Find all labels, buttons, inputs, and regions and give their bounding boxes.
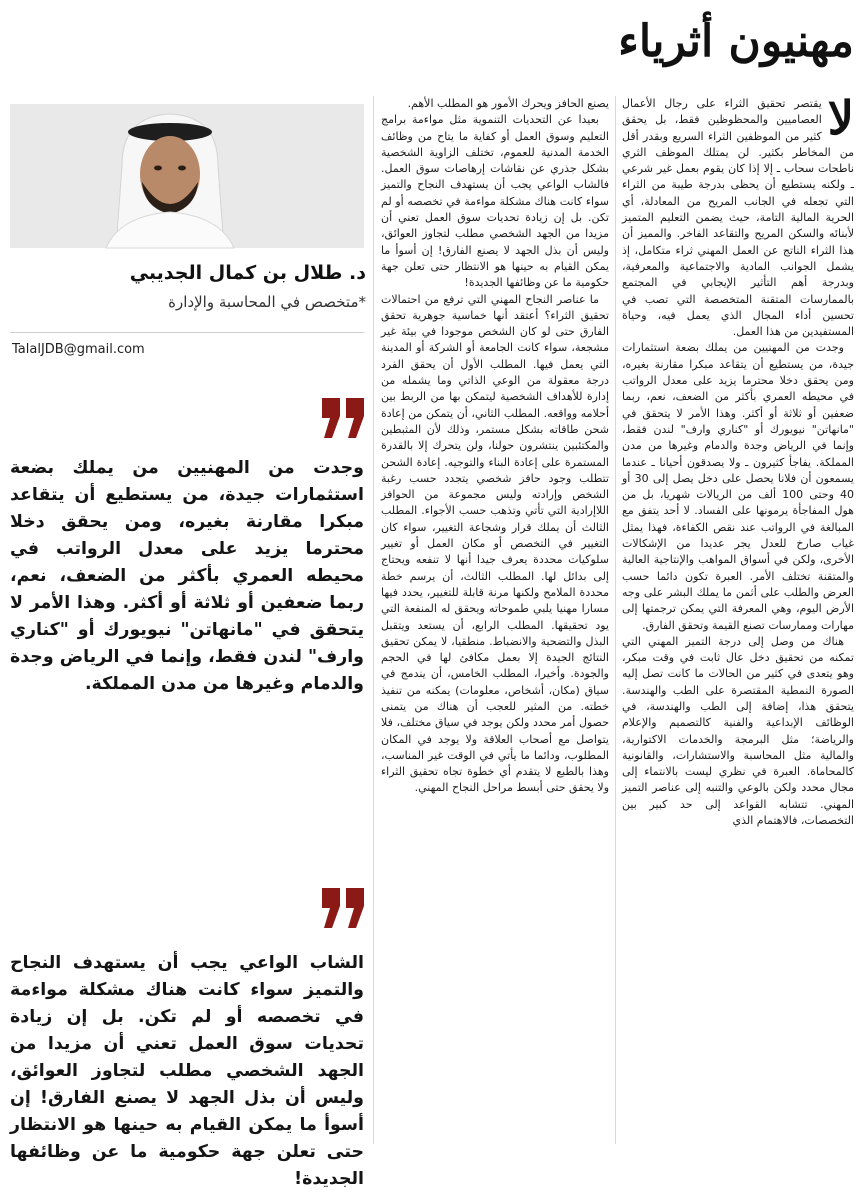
pull-quote: الشاب الواعي يجب أن يستهدف النجاح والتميز سواء كانت هناك مشكلة مواءمة في تخصصه أو لم تكن. بل إن زيادة تحديات سوق العمل تعني أن مزيدا من الجهد الشخصي مطلب لتجاوز العوائق، وليس أن بذل الجهد لا يصنع الفارق! إن أسوأ ما يمكن القيام به حينها هو الانتظار حتى تعلن جهة حكومية ما عن وظائفها الجديدة! (10, 953, 364, 1189)
article-column-right (622, 91, 854, 1144)
author-portrait (10, 104, 364, 248)
author-divider (10, 332, 364, 333)
author-name: د. طلال بن كمال الجديبي (129, 262, 366, 284)
closing-quote-icon (318, 886, 370, 930)
author-title: *متخصص في المحاسبة والإدارة (168, 293, 366, 311)
dropcap: لا (827, 91, 854, 145)
column-divider (615, 96, 616, 1144)
closing-quote-icon (318, 396, 370, 440)
article-paragraph: ما عناصر النجاح المهني التي ترفع من احتمالات تحقيق الثراء؟ أعتقد أنها خماسية جوهرية تحقق الفارق حتى لو كان الشخص موجودا في بيئة غير مشجعة، سواء كانت الجامعة أو الشركة أو المدينة التي يعمل فيها. المطلب الأول أن يحقق الفرد درجة معقولة من الوعي الذاتي وما يشمله من إدارة للأهداف الشخصية ليتمكن بها من الربط بين أحلامه وواقعه. المطلب الثاني، أن يتمكن من إعادة شحن طاقاته بشكل مستمر، وذلك لأن المثبطين والمكتئبين ينتشرون حولنا، ولن يتحرك إلا بالقدرة المستمرة على إعادة البناء والتوجيه. إعادة الشحن تتطلب وجود حافز شخصي يتجدد حسب رغبة الشخص وإرادته وليس مجموعة من الحوافز اللاإرادية التي تأتي وتذهب حسب الأجواء. المطلب الثالث أن يملك قرار وشجاعة التغيير، سواء كان التغيير في التخصص أو مكان العمل أو تغيير سلوكيات محددة يعرف جيدا أنها لا تنفعه ويحتاج إلى بدائل لها. المطلب الثالث، أن يرسم خطة محددة الملامح ولكنها مرنة قابلة للتغيير، يحدد فيها مسارا مهنيا يلبي طموحاته ويحقق له المنفعة التي يود تحقيقها. المطلب الرابع، أن يستعد ويتقبل البذل والتضحية والانضباط. منطقيا، لا يمكن تحقيق النتائج الجيدة إلا بعمل مكافئ لها في الحجم والجودة. وأخيرا، المطلب الخامس، أن يندمج في سياق (مكان، أشخاص، معلومات) يمكنه من تنفيذ خطته. من المثير للعجب أن هناك من يتمنى حصول أمر محدد ولكن يوجد في سياق مختلف، فلا يتواصل مع أصحاب العلاقة ولا يوجد في المكان المطلوب، ودائما ما يأتي في الوقت غير المناسب، وهذا بالطبع لا يتقدم أي خطوة تجاه تحقيق الثراء ولا يحقق حتى أبسط مراحل النجاح المهني. (381, 292, 609, 795)
article-headline: مهنيون أثرياء (618, 16, 854, 67)
article-paragraph: وجدت من المهنيين من يملك بضعة استثمارات جيدة، من يستطيع أن يتقاعد مبكرا مقارنة بغيره، ومن يحقق دخلا محترما يزيد على معدل الرواتب في محيطه العمري بأكثر من الضعف، نعم، ربما ضعفين أو ثلاثة أو أكثر. وهذا الأمر لا يتحقق في "مانهاتن" نيويورك أو "كناري وارف" لندن فقط، وإنما في الرياض وجدة والدمام وغيرها من مدن المملكة. يفاجأ كثيرون ـ ولا يصدقون أحيانا ـ عندما يسمعون أن فلانا يحصل على دخل يصل إلى 30 أو 40 وحتى 100 ألف من الريالات شهريا، بل من هول المفاجأة يرمونها على الفساد. لا أحد يتفق مع المبالغة في الرواتب عند نقص الكفاءة، فهذا يمثل غياب صارخ للعدل يجر عديدا من الإشكالات الأخرى، ولكن في أسواق المواهب والإنتاجية العالية والمتقنة تختلف الأمر. العبرة تكون دائما حسب العرض والطلب على أثمن ما يملك البشر على وجه الأرض اليوم، وهي المعرفة التي يمكن ترجمتها إلى مهارات وممارسات تصنع القيمة وتحقق الفارق. (622, 341, 854, 632)
author-email[interactable]: TalalJDB@gmail.com (12, 342, 145, 357)
article-column-middle (381, 96, 609, 1144)
author-photo (10, 104, 364, 248)
pull-quote: وجدت من المهنيين من يملك بضعة استثمارات جيدة، من يستطيع أن يتقاعد مبكرا مقارنة بغيره، ومن يحقق دخلا محترما يزيد على معدل الرواتب في محيطه العمري بأكثر من الضعف، نعم، ربما ضعفين أو ثلاثة أو أكثر. وهذا الأمر لا يتحقق في "مانهاتن" نيويورك أو "كناري وارف" لندن فقط، وإنما في الرياض وجدة والدمام وغيرها من مدن المملكة. (10, 458, 364, 694)
article-paragraph: هناك من وصل إلى درجة التميز المهني التي تمكنه من تحقيق دخل عال ثابت في وقت مبكر، وهو يتعدى في كثير من الحالات ما كانت تصل إليه الصورة النمطية المقتصرة على الطب والهندسة. يتحقق هذا، إضافة إلى الطب والهندسة، في الوظائف الإبداعية والفنية كالتصميم والإعلام والرياضة؛ مثل البرمجة والخدمات الاكتوارية، والمالية مثل المحاسبة والاستشارات، والقانونية كالمحاماة. العبرة في نظري ليست بالانتماء إلى مجال محدد ولكن بالوعي والتنبه إلى عناصر التميز المهني. تتشابه القواعد إلى حد كبير بين التخصصات، فالاهتمام الذي (622, 634, 854, 828)
article-paragraph: لا يقتصر تحقيق الثراء على رجال الأعمال العصاميين والمحظوظين فقط، بل يحقق كثير من الموظفين الثراء السريع وبقدر أقل من المخاطر بكثير. لن يمتلك الموظف الثري ناطحات سحاب ـ إلا إذا كان يقوم بعمل غير شرعي ـ ولكنه يستطيع أن يحظى بدرجة طيبة من الثراء التي تجعله في الجانب المريح من المعادلة، أي الحرية المالية التامة، حيث يضمن التعليم المتميز لأبنائه والسكن المريح والتقاعد الفاخر. والمميز أن هذا الثراء الناتج عن العمل المهني ثراء متكامل، إذ يشمل الجوانب المادية والاجتماعية والمعرفية، وبدرجة أهم التأثير الإيجابي في المجتمع بالممارسات المتقنة المتخصصة التي تصب في تحسين أداء المجال الذي يعمل فيه، وحياة المستفيدين من هذا العمل. (622, 91, 854, 339)
article-paragraph: يصنع الحافز ويحرك الأمور هو المطلب الأهم. (407, 97, 609, 110)
article-paragraph: بعيدا عن التحديات التنموية مثل مواءمة برامج التعليم وسوق العمل أو كفاية ما يتاح من وظائف الخدمة المدنية للعموم، تختلف الزاوية الشخصية بشكل جذري عن نقاشات إرهاصات سوق العمل. فالشاب الواعي يجب أن يستهدف النجاح والتميز سواء كانت هناك مشكلة مواءمة في تخصصه أو لم تكن. بل إن زيادة تحديات سوق العمل تعني أن مزيدا من الجهد الشخصي مطلب لتجاوز العوائق، وليس أن بذل الجهد لا يصنع الفارق! إن أسوأ ما يمكن القيام به حينها هو الانتظار حتى تعلن جهة حكومية ما عن وظائفها الجديدة! (381, 113, 609, 290)
column-divider (373, 96, 374, 1144)
